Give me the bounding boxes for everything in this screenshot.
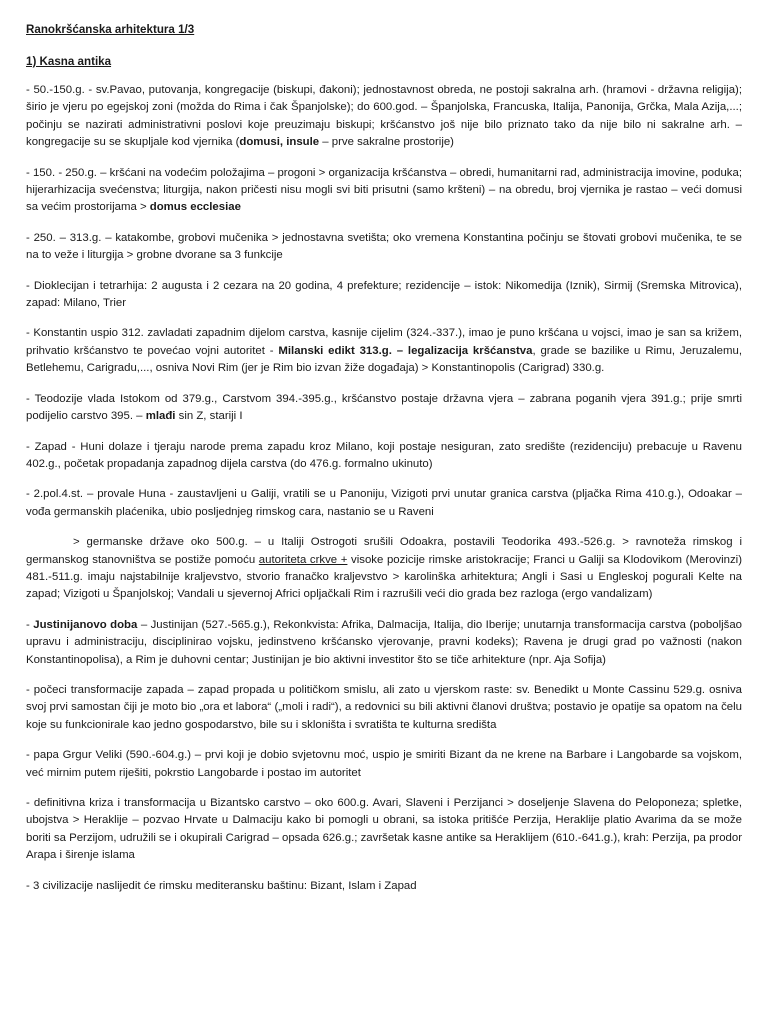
text-segment: - 50.-150.g. - sv.Pavao, putovanja, kongregacije (biskupi, đakoni); jednostavnost obreda, ne postoji sakralna arh. (hramovi - državna religija); širio je vjeru po egejskoj zoni (možda do Rima i čak Španjolske); do 600.god. – Španjolska, Francuska, Italija, Panonija, Grčka, Mala Azija,...; počinju se nazirati administrativni poslovi koje preuzimaju biskupi; kršćanstvo još nije bilo priznato tako da nije bilo ni sakralne arh. – kongregacije su se skupljale kod vjernika ( [26,84,742,149]
text-segment: - Dioklecijan i tetrarhija: 2 augusta i 2 cezara na 20 godina, 4 prefekture; rezidencije – istok: Nikomedija (Iznik), Sirmij (Sremska Mitrovica), zapad: Milano, Trier [26,279,742,310]
text-segment: sin Z, stariji I [175,410,243,423]
text-segment: , grade se bazilike u Rimu, Jeruzalemu, Betlehemu, Carigradu,..., osniva Novi Rim (jer je Rim bio izvan žiže događaja) > Konstantinopolis (Carigrad) 330.g. [26,344,742,375]
text-segment: - Konstantin uspio 312. zavladati zapadnim dijelom carstva, kasnije cijelim (324.-337.), imao je puno kršćana u vojsci, imao je san sa križem, prihvatio kršćanstvo te povećao vojni autoritet - [26,327,742,357]
paragraph [26,795,742,865]
paragraph [26,486,742,521]
paragraph [26,747,742,782]
text-segment: - 3 civilizacije naslijedit će rimsku mediteransku baštinu: Bizant, Islam i Zapad [26,879,417,892]
paragraph [26,534,742,604]
document-body [26,82,742,895]
document-title: Ranokršćanska arhitektura 1/3 [26,23,195,36]
text-segment: - Zapad - Huni dolaze i tjeraju narode prema zapadu kroz Milano, koji postaje nesiguran, zato središte (rezidenciju) prebacuje u Ravenu 402.g., početak propadanja zapadnog dijela carstva (do 476.g. formalno ukinuto) [26,440,742,470]
bold-text: Milanski edikt 313.g. – legalizacija kršćanstva [278,344,533,357]
bold-text: domus ecclesiae [149,201,241,214]
text-segment: > germanske države oko 500.g. – u Italiji Ostrogoti srušili Odoakra, postavili Teodorika 493.-526.g. > ravnoteža rimskog i germanskog stanovništva se postiže pomoću [26,536,742,566]
paragraph [26,617,742,669]
text-segment: - 150. - 250.g. – kršćani na vodećim položajima – progoni > organizacija kršćanstva – obredi, humanitarni rad, administracija imovine, poduka; hijerarhizacija svećenstva; liturgija, nakon pričesti nisu mogli svi biti prisutni (samo kršteni) – na obredu, broj vjernika je rastao – veći domusi sa većim prostorijama > [26,166,742,214]
text-segment: - Teodozije vlada Istokom od 379.g., Carstvom 394.-395.g., kršćanstvo postaje državna vjera – zabrana poganih vjera 391.g.; prije smrti podijelio carstvo 395. – [26,392,742,423]
paragraph [26,439,742,474]
paragraph [26,165,742,217]
section-heading: 1) Kasna antika [26,55,112,68]
text-segment: - definitivna kriza i transformacija u Bizantsko carstvo – oko 600.g. Avari, Slaveni i Perzijanci > doseljenje Slavena do Peloponeza; spletke, ubojstva > Heraklije – pozvao Hrvate u Dalmaciju kako bi pomogli u obrani, sa istoka pritišće Perzija, Heraklije platio Avarima da se može boriti sa Perzijom, udružili se i okupirali Carigrad – opsada 626.g.; završetak kasne antike sa Heraklijem (610.-641.g.), krah: Perzija, pa prodor Arapa i širenje islama [26,797,742,862]
paragraph [26,230,742,265]
text-segment: – prve sakralne prostorije) [319,136,454,149]
text-segment: - 250. – 313.g. – katakombe, grobovi mučenika > jednostavna svetišta; oko vremena Konstantina počinju se štovati grobovi mučenika, te se na to veže i liturgija > grobne dvorane sa 3 funkcije [26,231,742,262]
paragraph [26,391,742,426]
text-segment: – Justinijan (527.-565.g.), Rekonkvista: Afrika, Dalmacija, Italija, dio Iberije; unutarnja transformacija carstva (poboljšao upravu i administraciju, disciplinirao vojsku, jedinstveno kršćansko vjerovanje, pravni kodeks); Ravena je drugi grad po važnosti (nakon Konstantinopolisa), a Rim je duhovni centar; Justinijan je bio aktivni investitor što se tiče arhitekture (npr. Aja Sofija) [26,618,743,666]
text-segment: - 2.pol.4.st. – provale Huna - zaustavljeni u Galiji, vratili se u Panoniju, Vizigoti prvi unutar granica carstva (pljačka Rima 410.g.), Odoakar – vođa germanskih plaćenika, ubio posljednjeg rimskog cara, nastanio se u Raveni [26,488,742,518]
text-segment: - počeci transformacije zapada – zapad propada u političkom smislu, ali zato u vjerskom raste: sv. Benedikt u Monte Cassinu 529.g. osniva svoj prvi samostan čiji je moto bio „ora et labora“ („moli i radi“), a redovnici su bili aktivni članovi društva; postavio je opatije sa opatom na čelu koje su funkcionirale kao jedno gospodarstvo, bile su i skloništa i svratišta te kulturna središta [26,683,742,731]
paragraph [26,82,742,152]
paragraph [26,278,742,313]
bold-text: Justinijanovo doba [33,618,138,631]
underlined-text: autoriteta crkve + [258,553,348,566]
text-segment: visoke pozicije rimske aristokracije; Franci u Galiji sa Klodovikom (Merovinzi) 481.-511.g. imaju najstabilnije kraljevstvo, stvorio franačko kraljevstvo > karolinška arhitektura; Angli i Sasi u Engleskoj pogurali Kelte na zapad; Vizigoti u Španjolskoj; Vandali u sjevernoj Africi opljačkali Rim i razrušili veći dio grada bez razloga (ergo vandalizam) [26,553,742,601]
paragraph [26,878,742,895]
text-segment: - papa Grgur Veliki (590.-604.g.) – prvi koji je dobio svjetovnu moć, uspio je smiriti Bizant da ne krene na Barbare i Langobarde sa vojskom, već mirnim putem riješiti, pokrstio Langobarde i postao im autoritet [26,749,742,779]
paragraph [26,325,742,377]
text-segment: - [26,618,34,631]
bold-text: domusi, insule [239,136,320,149]
bold-text: mlađi [145,410,176,423]
paragraph [26,682,742,734]
